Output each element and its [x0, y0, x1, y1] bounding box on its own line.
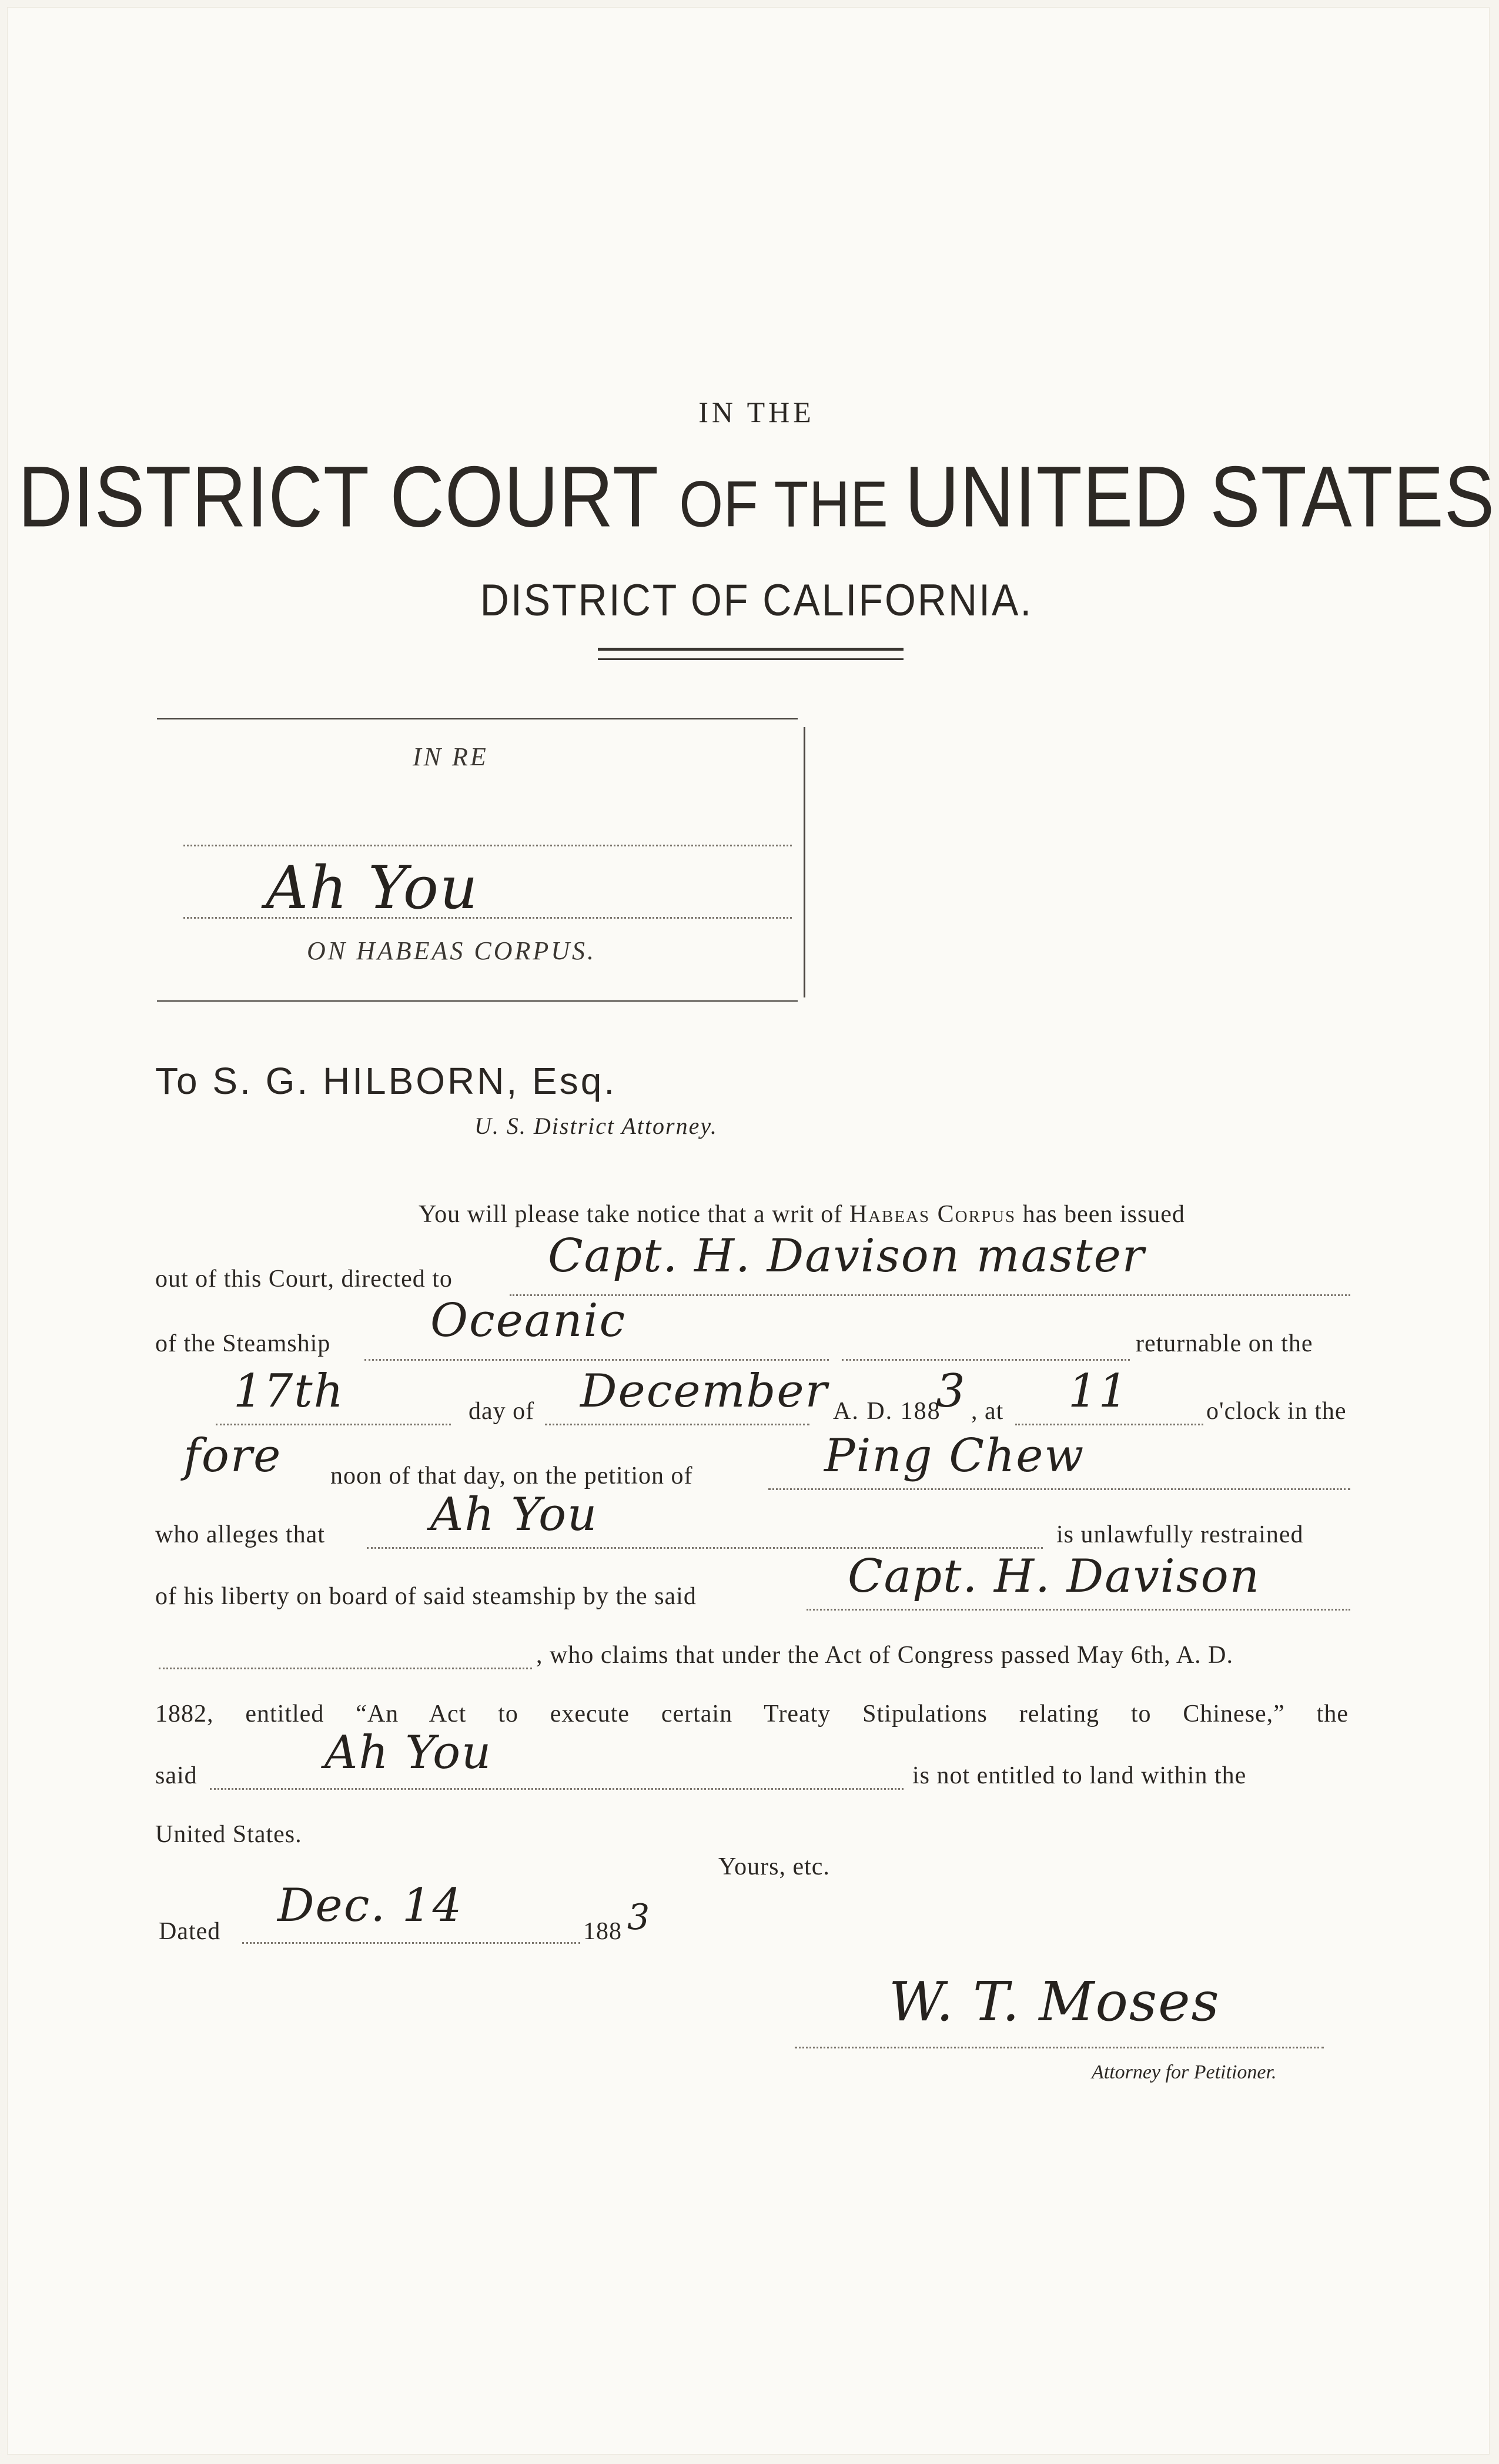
- caption-top-rule: [157, 718, 798, 719]
- year-prefix: 188: [583, 1918, 622, 1945]
- habeas-corpus-term: Habeas Corpus: [849, 1201, 1016, 1228]
- date-line: [242, 1942, 580, 1944]
- noon-label: noon of that day, on the petition of: [330, 1462, 693, 1489]
- liberty-label: of his liberty on board of said steamship by the said: [155, 1583, 697, 1610]
- header-divider-top: [598, 648, 904, 651]
- header-divider-bottom: [598, 658, 904, 660]
- master-line: [807, 1609, 1350, 1611]
- court-title-part1: DISTRICT COURT: [18, 448, 680, 545]
- petitioner-line: [768, 1488, 1350, 1490]
- day-line: [216, 1424, 451, 1425]
- dated-label: Dated: [159, 1918, 221, 1945]
- body-line-3-label: of the Steamship: [155, 1330, 331, 1357]
- directed-to-value: Capt. H. Davison master: [548, 1230, 1146, 1283]
- day-value: 17th: [233, 1365, 344, 1418]
- hour-value: 11: [1068, 1365, 1129, 1418]
- oclock-label: o'clock in the: [1206, 1398, 1347, 1425]
- claims-text: , who claims that under the Act of Congress passed May 6th, A. D.: [536, 1642, 1233, 1669]
- at-label: , at: [971, 1398, 1004, 1425]
- year-suffix: 3: [627, 1897, 651, 1938]
- header-in-the: IN THE: [698, 396, 815, 428]
- month-line: [545, 1424, 809, 1425]
- returnable-label: returnable on the: [1136, 1330, 1313, 1357]
- body-line-1: [419, 1200, 1185, 1228]
- on-habeas-corpus-label: ON HABEAS CORPUS.: [307, 936, 597, 965]
- alleged-name-value: Ah You: [430, 1488, 598, 1541]
- court-title-part3: UNITED STATES: [905, 448, 1495, 545]
- court-title-part2: OF THE: [679, 468, 905, 541]
- attorney-for-petitioner: Attorney for Petitioner.: [1092, 2061, 1277, 2083]
- caption-bracket: [804, 727, 805, 997]
- document-page: [7, 7, 1495, 2455]
- yours-etc: Yours, etc.: [718, 1853, 830, 1880]
- caption-dotted-line-2: [183, 917, 792, 919]
- alleges-label: who alleges that: [155, 1521, 325, 1548]
- restrained-label: is unlawfully restrained: [1056, 1521, 1304, 1548]
- caption-bottom-rule: [157, 1000, 798, 1002]
- master-value: Capt. H. Davison: [848, 1550, 1260, 1603]
- not-entitled-label: is not entitled to land within the: [912, 1762, 1247, 1789]
- month-value: December: [580, 1365, 828, 1418]
- said-name-value: Ah You: [324, 1726, 493, 1779]
- claims-label: [536, 1641, 1233, 1669]
- said-name-line: [210, 1788, 904, 1790]
- directed-to-line: [510, 1294, 1350, 1296]
- date-value: Dec. 14: [277, 1879, 463, 1932]
- court-title: [7, 447, 1499, 547]
- steamship-name: Oceanic: [430, 1294, 627, 1347]
- alleged-name-line: [367, 1547, 1043, 1549]
- body-line-2-label: out of this Court, directed to: [155, 1266, 453, 1293]
- steamship-line-1: [364, 1359, 829, 1361]
- body-line-1-end: has been issued: [1016, 1201, 1185, 1228]
- petitioner-name-caption: Ah You: [266, 853, 479, 922]
- ad-label: A. D. 188: [833, 1398, 941, 1425]
- act-line: 1882, entitled “An Act to execute certain Treaty Stipulations relating to Chinese,” the: [155, 1700, 1349, 1728]
- day-of-label: day of: [469, 1398, 535, 1425]
- year-digit: 3: [936, 1365, 966, 1418]
- petitioner-value: Ping Chew: [824, 1429, 1085, 1482]
- steamship-line-2: [842, 1359, 1130, 1361]
- hour-line: [1015, 1424, 1203, 1425]
- addressee-title: U. S. District Attorney.: [474, 1113, 718, 1139]
- in-re-label: IN RE: [413, 742, 488, 771]
- fore-value: fore: [183, 1429, 282, 1482]
- blank-line: [159, 1668, 532, 1669]
- said-label: said: [155, 1762, 198, 1789]
- united-states-label: United States.: [155, 1821, 302, 1848]
- caption-dotted-line-1: [183, 845, 792, 846]
- signature-line: [795, 2047, 1324, 2048]
- body-line-1-start: You will please take notice that a writ of: [419, 1201, 849, 1228]
- signature: W. T. Moses: [889, 1970, 1220, 2033]
- addressee-line: To S. G. HILBORN, Esq.: [155, 1060, 617, 1102]
- district-title: DISTRICT OF CALIFORNIA.: [480, 575, 1033, 625]
